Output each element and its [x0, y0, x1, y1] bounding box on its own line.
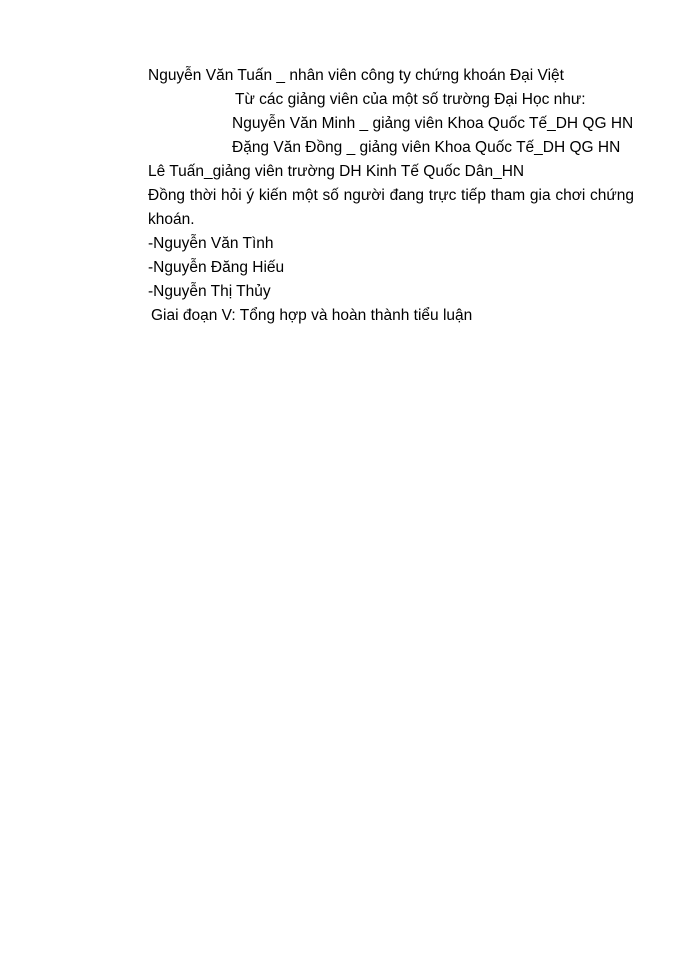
text-line-lecturer-1: Nguyễn Văn Minh _ giảng viên Khoa Quốc Tế_DH QG HN	[232, 115, 634, 132]
text-line-investor-1: -Nguyễn Văn Tình	[148, 235, 274, 252]
text-line-lecturer-2: Đặng Văn Đồng _ giảng viên Khoa Quốc Tế_DH QG HN	[232, 139, 621, 156]
text-line-investor-3: -Nguyễn Thị Thủy	[148, 283, 271, 300]
text-line-stage-five: Giai đoạn V: Tổng hợp và hoàn thành tiểu luận	[151, 307, 473, 324]
document-body	[148, 64, 634, 328]
text-line-lecturers-intro: Từ các giảng viên của một số trường Đại Học như:	[235, 91, 586, 108]
text-line-staff: Nguyễn Văn Tuấn _ nhân viên công ty chứng khoán Đại Việt	[148, 67, 564, 84]
text-line-lecturer-3: Lê Tuấn_giảng viên trường DH Kinh Tế Quốc Dân_HN	[148, 163, 525, 180]
text-line-investors-intro: Đồng thời hỏi ý kiến một số người đang trực tiếp tham gia chơi chứng khoán.	[148, 187, 634, 228]
text-line-investor-2: -Nguyễn Đăng Hiếu	[148, 259, 285, 276]
